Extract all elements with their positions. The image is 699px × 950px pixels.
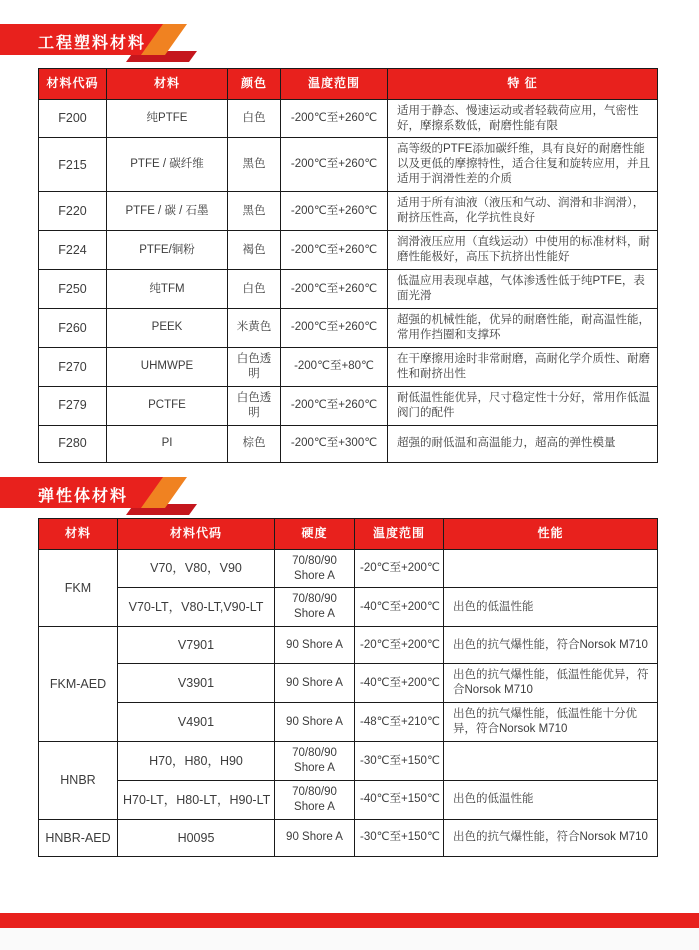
feature-cell: 高等级的PTFE添加碳纤维，具有良好的耐磨性能以及更低的摩擦特性，适合往复和旋转应用，并且适用于润滑性差的介质 bbox=[388, 138, 658, 192]
plastics-table-body bbox=[39, 99, 658, 462]
performance-cell bbox=[444, 549, 658, 588]
color-cell: 米黄色 bbox=[228, 308, 281, 347]
header-color: 颜色 bbox=[228, 69, 281, 100]
hardness-cell: 90 Shore A bbox=[275, 627, 355, 664]
temp-range-cell: -200℃至+300℃ bbox=[281, 425, 388, 462]
feature-cell: 润滑液压应用（直线运动）中使用的标准材料，耐磨性能极好，高压下抗挤出性能好 bbox=[388, 231, 658, 270]
feature-cell: 在干摩擦用途时非常耐磨，高耐化学介质性、耐磨性和耐挤出性 bbox=[388, 347, 658, 386]
material-code-cell: V7901 bbox=[118, 627, 275, 664]
color-cell: 白色透明 bbox=[228, 386, 281, 425]
temp-range-cell: -200℃至+260℃ bbox=[281, 99, 388, 138]
table-row bbox=[39, 703, 658, 742]
material-code-cell: F280 bbox=[39, 425, 107, 462]
temp-range-cell: -20℃至+200℃ bbox=[355, 627, 444, 664]
performance-cell: 出色的低温性能 bbox=[444, 588, 658, 627]
color-cell: 黑色 bbox=[228, 192, 281, 231]
hardness-cell: 70/80/90 Shore A bbox=[275, 588, 355, 627]
header-material: 材料 bbox=[107, 69, 228, 100]
table-row bbox=[39, 138, 658, 192]
material-cell: PTFE/铜粉 bbox=[107, 231, 228, 270]
material-group-cell: HNBR-AED bbox=[39, 819, 118, 856]
table-row bbox=[39, 270, 658, 309]
performance-cell: 出色的抗气爆性能，符合Norsok M710 bbox=[444, 627, 658, 664]
temp-range-cell: -200℃至+260℃ bbox=[281, 138, 388, 192]
plastics-table bbox=[38, 68, 658, 463]
color-cell: 白色 bbox=[228, 270, 281, 309]
color-cell: 白色 bbox=[228, 99, 281, 138]
color-cell: 黑色 bbox=[228, 138, 281, 192]
table-row bbox=[39, 192, 658, 231]
color-cell: 白色透明 bbox=[228, 347, 281, 386]
table-row bbox=[39, 742, 658, 781]
table-row bbox=[39, 99, 658, 138]
section-title-plastics: 工程塑料材料 bbox=[38, 35, 147, 52]
temp-range-cell: -30℃至+150℃ bbox=[355, 742, 444, 781]
material-code-cell: H70，H80，H90 bbox=[118, 742, 275, 781]
material-code-cell: V70，V80，V90 bbox=[118, 549, 275, 588]
feature-cell: 超强的机械性能，优异的耐磨性能，耐高温性能，常用作挡圈和支撑环 bbox=[388, 308, 658, 347]
table-row bbox=[39, 549, 658, 588]
table-row bbox=[39, 780, 658, 819]
section-banner-elastomers bbox=[0, 477, 210, 517]
material-code-cell: H70-LT，H80-LT，H90-LT bbox=[118, 780, 275, 819]
header-performance: 性能 bbox=[444, 519, 658, 550]
performance-cell bbox=[444, 742, 658, 781]
bottom-red-bar bbox=[0, 913, 699, 928]
material-cell: PTFE / 碳 / 石墨 bbox=[107, 192, 228, 231]
table-row bbox=[39, 386, 658, 425]
temp-range-cell: -200℃至+260℃ bbox=[281, 192, 388, 231]
table-header-row bbox=[39, 519, 658, 550]
bottom-margin-strip bbox=[0, 928, 699, 950]
elastomers-table bbox=[38, 518, 658, 857]
material-code-cell: V4901 bbox=[118, 703, 275, 742]
plastics-table-header bbox=[39, 69, 658, 100]
material-code-cell: H0095 bbox=[118, 819, 275, 856]
feature-cell: 适用于所有油液（液压和气动、润滑和非润滑），耐挤压性高，化学抗性良好 bbox=[388, 192, 658, 231]
performance-cell: 出色的抗气爆性能，低温性能十分优异，符合Norsok M710 bbox=[444, 703, 658, 742]
temp-range-cell: -40℃至+200℃ bbox=[355, 664, 444, 703]
elastomers-table-container bbox=[38, 518, 658, 857]
feature-cell: 低温应用表现卓越，气体渗透性低于纯PTFE，表面光滑 bbox=[388, 270, 658, 309]
elastomers-table-body bbox=[39, 549, 658, 856]
material-code-cell: F270 bbox=[39, 347, 107, 386]
material-code-cell: F215 bbox=[39, 138, 107, 192]
header-material-code: 材料代码 bbox=[39, 69, 107, 100]
header-material: 材料 bbox=[39, 519, 118, 550]
material-group-cell: FKM bbox=[39, 549, 118, 627]
table-row bbox=[39, 308, 658, 347]
hardness-cell: 70/80/90 Shore A bbox=[275, 780, 355, 819]
hardness-cell: 90 Shore A bbox=[275, 819, 355, 856]
table-row bbox=[39, 425, 658, 462]
material-code-cell: F279 bbox=[39, 386, 107, 425]
material-code-cell: F200 bbox=[39, 99, 107, 138]
material-code-cell: F260 bbox=[39, 308, 107, 347]
material-cell: PEEK bbox=[107, 308, 228, 347]
material-cell: 纯PTFE bbox=[107, 99, 228, 138]
temp-range-cell: -40℃至+150℃ bbox=[355, 780, 444, 819]
material-cell: UHMWPE bbox=[107, 347, 228, 386]
hardness-cell: 90 Shore A bbox=[275, 703, 355, 742]
hardness-cell: 90 Shore A bbox=[275, 664, 355, 703]
hardness-cell: 70/80/90 Shore A bbox=[275, 742, 355, 781]
table-row bbox=[39, 588, 658, 627]
temp-range-cell: -200℃至+260℃ bbox=[281, 308, 388, 347]
temp-range-cell: -200℃至+80℃ bbox=[281, 347, 388, 386]
temp-range-cell: -200℃至+260℃ bbox=[281, 231, 388, 270]
table-row bbox=[39, 627, 658, 664]
header-temp-range: 温度范围 bbox=[355, 519, 444, 550]
plastics-table-container bbox=[38, 68, 658, 463]
performance-cell: 出色的抗气爆性能，符合Norsok M710 bbox=[444, 819, 658, 856]
elastomers-table-header bbox=[39, 519, 658, 550]
feature-cell: 超强的耐低温和高温能力，超高的弹性模量 bbox=[388, 425, 658, 462]
table-row bbox=[39, 819, 658, 856]
performance-cell: 出色的低温性能 bbox=[444, 780, 658, 819]
header-material-code: 材料代码 bbox=[118, 519, 275, 550]
temp-range-cell: -30℃至+150℃ bbox=[355, 819, 444, 856]
material-code-cell: V70-LT，V80-LT,V90-LT bbox=[118, 588, 275, 627]
table-row bbox=[39, 664, 658, 703]
hardness-cell: 70/80/90 Shore A bbox=[275, 549, 355, 588]
temp-range-cell: -200℃至+260℃ bbox=[281, 270, 388, 309]
feature-cell: 适用于静态、慢速运动或者轻载荷应用，气密性好，摩擦系数低，耐磨性能有限 bbox=[388, 99, 658, 138]
temp-range-cell: -20℃至+200℃ bbox=[355, 549, 444, 588]
material-group-cell: FKM-AED bbox=[39, 627, 118, 742]
header-temp-range: 温度范围 bbox=[281, 69, 388, 100]
temp-range-cell: -40℃至+200℃ bbox=[355, 588, 444, 627]
material-cell: PI bbox=[107, 425, 228, 462]
feature-cell: 耐低温性能优异，尺寸稳定性十分好，常用作低温阀门的配件 bbox=[388, 386, 658, 425]
table-row bbox=[39, 231, 658, 270]
section-title-elastomers: 弹性体材料 bbox=[38, 488, 129, 505]
material-cell: PTFE / 碳纤维 bbox=[107, 138, 228, 192]
temp-range-cell: -48℃至+210℃ bbox=[355, 703, 444, 742]
header-hardness: 硬度 bbox=[275, 519, 355, 550]
material-cell: 纯TFM bbox=[107, 270, 228, 309]
material-code-cell: F220 bbox=[39, 192, 107, 231]
section-banner-plastics bbox=[0, 24, 210, 64]
temp-range-cell: -200℃至+260℃ bbox=[281, 386, 388, 425]
color-cell: 棕色 bbox=[228, 425, 281, 462]
table-header-row bbox=[39, 69, 658, 100]
material-code-cell: V3901 bbox=[118, 664, 275, 703]
header-features: 特 征 bbox=[388, 69, 658, 100]
material-cell: PCTFE bbox=[107, 386, 228, 425]
table-row bbox=[39, 347, 658, 386]
color-cell: 褐色 bbox=[228, 231, 281, 270]
material-code-cell: F224 bbox=[39, 231, 107, 270]
material-code-cell: F250 bbox=[39, 270, 107, 309]
performance-cell: 出色的抗气爆性能，低温性能优异，符合Norsok M710 bbox=[444, 664, 658, 703]
material-group-cell: HNBR bbox=[39, 742, 118, 820]
